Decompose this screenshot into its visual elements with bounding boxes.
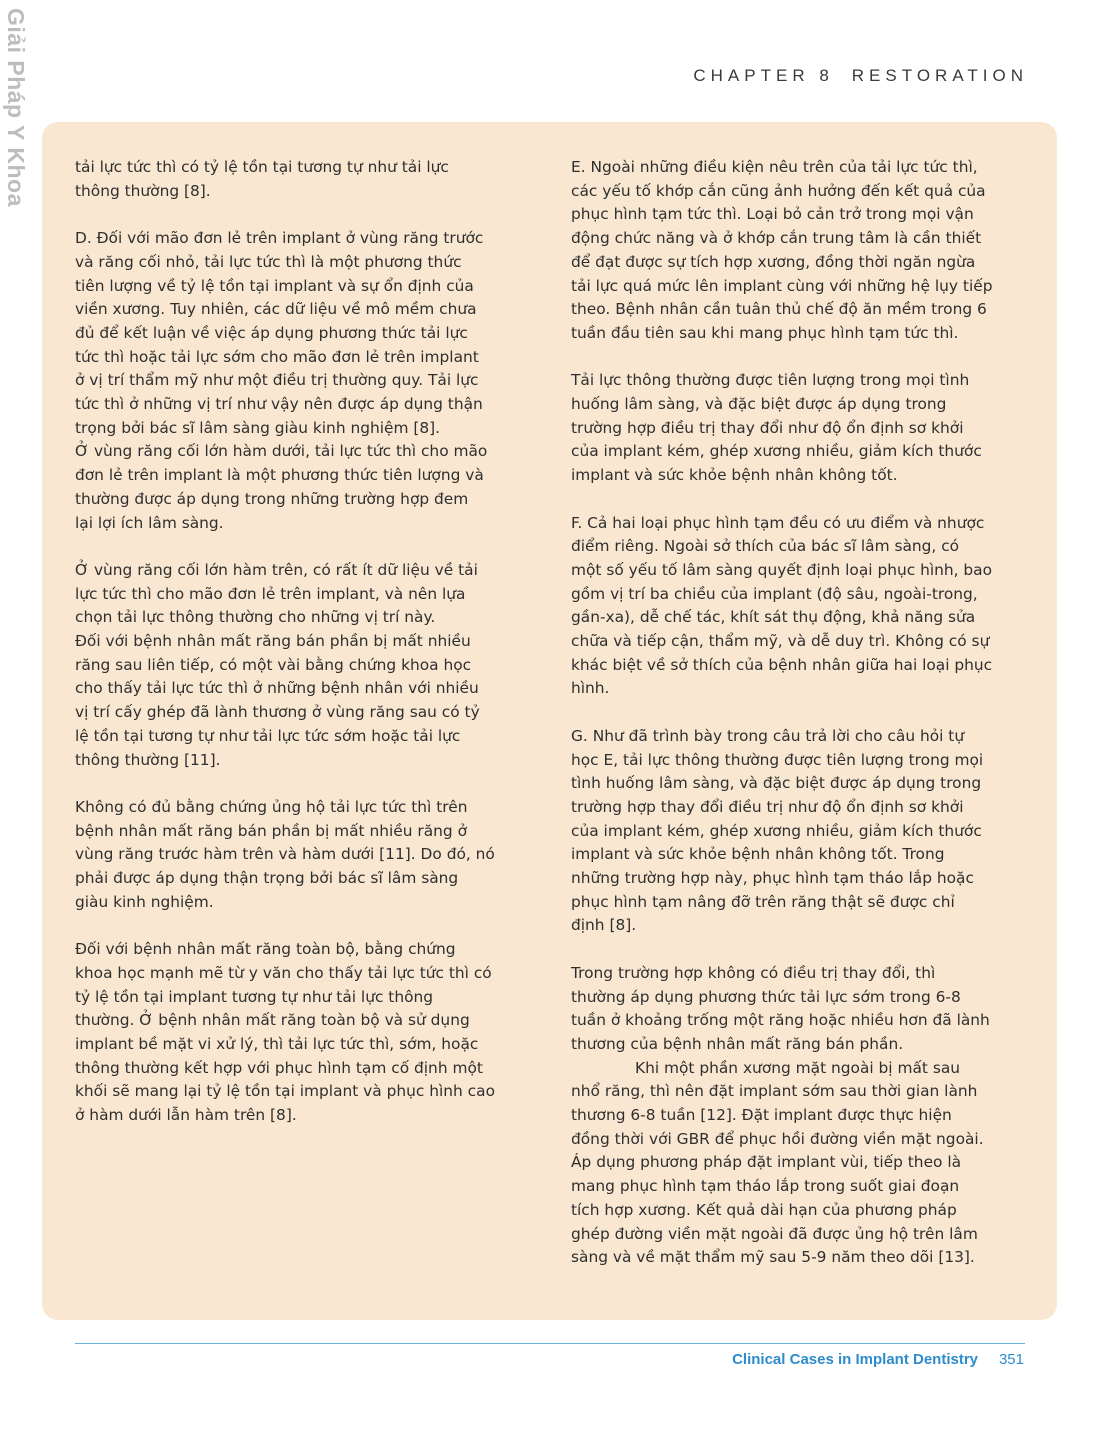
- paragraph: E. Ngoài những điều kiện nêu trên của tải lực tức thì, các yếu tố khớp cắn cũng ảnh hưởng đến kết quả của phục hình tạm tức thì. Loại bỏ cản trở trong mọi vận động chức năng và ở khớp cắn trung tâm là cần thiết để đạt được sự tích hợp xương, đồng thời ngăn ngừa tải lực quá mức lên implant cùng với những hệ lụy tiếp theo. Bệnh nhân cần tuân thủ chế độ ăn mềm trong 6 tuần đầu tiên sau khi mang phục hình tạm tức thì.: [571, 158, 993, 342]
- paragraph: D. Đối với mão đơn lẻ trên implant ở vùng răng trước và răng cối nhỏ, tải lực tức thì là một phương thức tiên lượng về tỷ lệ tồn tại implant và sự ổn định của viền xương. Tuy nhiên, các dữ liệu về mô mềm chưa đủ để kết luận về việc áp dụng phương thức tải lực tức thì hoặc tải lực sớm cho mão đơn lẻ trên implant ở vị trí thẩm mỹ như một điều trị thường quy. Tải lực tức thì ở những vị trí như vậy nên được áp dụng thận trọng bởi bác sĩ lâm sàng giàu kinh nghiệm [8]. Ở vùng răng cối lớn hàm dưới, tải lực tức thì cho mão đơn lẻ trên implant là một phương thức tiên lượng và thường được áp dụng trong những trường hợp đem lại lợi ích lâm sàng.: [75, 229, 488, 532]
- paragraph: Trong trường hợp không có điều trị thay đổi, thì thường áp dụng phương thức tải lực sớm trong 6-8 tuần ở khoảng trống một răng hoặc nhiều hơn đã lành thương của bệnh nhân mất răng bán phần.: [571, 963, 990, 1053]
- footer-rule: [75, 1343, 1025, 1344]
- book-title: Clinical Cases in Implant Dentistry: [732, 1351, 978, 1368]
- watermark: [0, 8, 30, 207]
- watermark-text: Giải Pháp Y Khoa: [3, 8, 29, 207]
- paragraph: tải lực tức thì có tỷ lệ tồn tại tương tự như tải lực thông thường [8].: [75, 158, 449, 200]
- right-column: [571, 156, 1017, 1294]
- running-head: [693, 66, 1028, 86]
- paragraph-text: Khi một phần xương mặt ngoài bị mất sau nhổ răng, thì nên đặt implant sớm sau thời gian lành thương 6-8 tuần [12]. Đặt implant được thực hiện đồng thời với GBR để phục hồi đường viền mặt ngoài. Áp dụng phương pháp đặt implant vùi, tiếp theo là mang phục hình tạm tháo lắp trong suốt giai đoạn tích hợp xương. Kết quả dài hạn của phương pháp ghép đường viền mặt ngoài đã được ủng hộ trên lâm sàng và về mặt thẩm mỹ sau 5-9 năm theo dõi [13].: [571, 1058, 984, 1267]
- paragraph: Ở vùng răng cối lớn hàm trên, có rất ít dữ liệu về tải lực tức thì cho mão đơn lẻ trên implant, và nên lựa chọn tải lực thông thường cho những vị trí này. Đối với bệnh nhân mất răng bán phần bị mất nhiều răng sau liên tiếp, có một vài bằng chứng khoa học cho thấy tải lực tức thì ở những bệnh nhân với nhiều vị trí cấy ghép đã lành thương ở vùng răng sau có tỷ lệ tồn tại tương tự như tải lực tức sớm hoặc tải lực thông thường [11].: [75, 560, 480, 769]
- paragraph: Tải lực thông thường được tiên lượng trong mọi tình huống lâm sàng, và đặc biệt được áp dụng trong trường hợp điều trị thay đổi như độ ổn định sơ khởi của implant kém, ghép xương nhiều, giảm kích thước implant và sức khỏe bệnh nhân không tốt.: [571, 371, 982, 485]
- paragraph: Đối với bệnh nhân mất răng toàn bộ, bằng chứng khoa học mạnh mẽ từ y văn cho thấy tải lực tức thì có tỷ lệ tồn tại implant tương tự như tải lực thông thường. Ở bệnh nhân mất răng toàn bộ và sử dụng implant bề mặt vi xử lý, thì tải lực tức thì, sớm, hoặc thông thường kết hợp với phục hình tạm cố định một khối sẽ mang lại tỷ lệ tồn tại implant và phục hình cao ở hàm dưới lẫn hàm trên [8].: [75, 940, 495, 1125]
- page-number: 351: [998, 1351, 1024, 1368]
- paragraph: F. Cả hai loại phục hình tạm đều có ưu điểm và nhược điểm riêng. Ngoài sở thích của bác sĩ lâm sàng, có một số yếu tố lâm sàng quyết định loại phục hình, bao gồm vị trí ba chiều của implant (độ sâu, ngoài-trong, gần-xa), dễ chế tác, khít sát thụ động, khả năng sửa chữa và tiếp cận, thẩm mỹ, và dễ duy trì. Không có sự khác biệt về sở thích của bệnh nhân giữa hai loại phục hình.: [571, 513, 993, 698]
- chapter-label: CHAPTER 8: [693, 66, 834, 85]
- paragraph: Không có đủ bằng chứng ủng hộ tải lực tức thì trên bệnh nhân mất răng bán phần bị mất nhiều răng ở vùng răng trước hàm trên và hàm dưới [11]. Do đó, nó phải được áp dụng thận trọng bởi bác sĩ lâm sàng giàu kinh nghiệm.: [75, 797, 495, 911]
- section-label: RESTORATION: [851, 66, 1028, 85]
- paragraph-indented: [571, 1057, 1017, 1270]
- left-column: [75, 156, 515, 1151]
- paragraph: G. Như đã trình bày trong câu trả lời cho câu hỏi tự học E, tải lực thông thường được tiên lượng trong mọi tình huống lâm sàng, và đặc biệt được áp dụng trong trường hợp thay đổi điều trị như độ ổn định sơ khởi của implant kém, ghép xương nhiều, giảm kích thước implant và sức khỏe bệnh nhân không tốt. Trong những trường hợp này, phục hình tạm tháo lắp hoặc phục hình tạm nâng đỡ trên răng thật sẽ được chỉ định [8].: [571, 726, 984, 935]
